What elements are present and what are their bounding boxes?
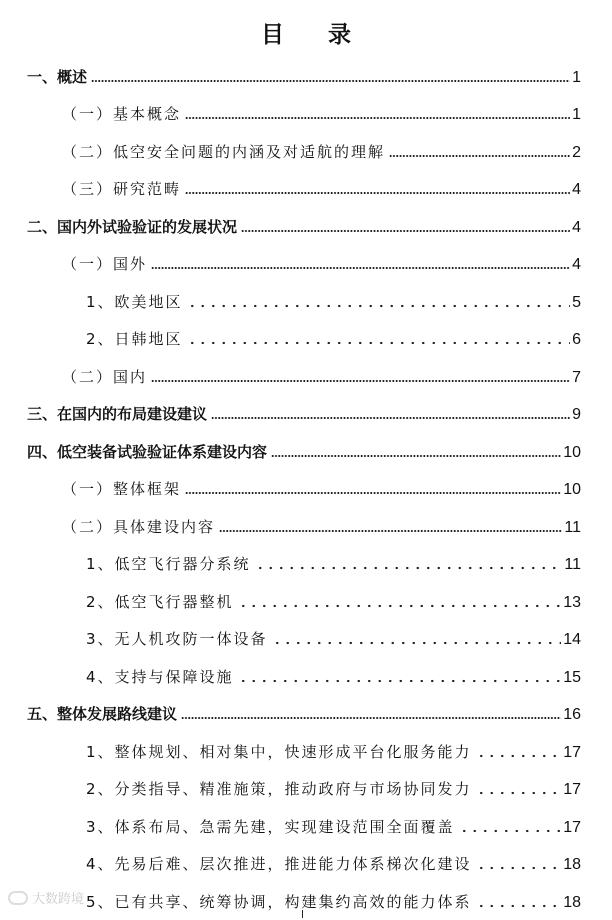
toc-title: 目 录 xyxy=(260,22,369,48)
watermark-logo-icon xyxy=(8,891,28,905)
toc-entry[interactable] xyxy=(0,207,612,245)
toc-entry-label: （二）低空安全问题的内涵及对适航的理解 xyxy=(62,142,386,161)
toc-entry-page: 11 xyxy=(564,556,581,573)
toc-entry-page: 4 xyxy=(572,218,581,236)
toc-entry[interactable] xyxy=(0,132,612,170)
toc-entry[interactable] xyxy=(0,507,612,545)
dot-leader xyxy=(238,679,562,683)
dot-leader xyxy=(476,791,562,795)
toc-entry-label: （二）国内 xyxy=(62,367,148,386)
dot-leader xyxy=(181,716,561,720)
toc-entry-page: 4 xyxy=(572,181,581,198)
dot-leader xyxy=(241,229,570,233)
toc-entry-page: 18 xyxy=(563,893,581,911)
toc-entry-label: 一、概述 xyxy=(27,67,88,86)
toc-entry-page: 16 xyxy=(563,706,581,723)
dot-leader xyxy=(211,416,570,420)
dot-leader xyxy=(255,566,563,570)
toc-entry-page: 10 xyxy=(563,443,581,461)
dot-leader xyxy=(187,304,571,308)
toc-entry-page: 14 xyxy=(563,631,581,648)
toc-entry-label: 四、低空装备试验验证体系建设内容 xyxy=(27,442,268,461)
dot-leader xyxy=(185,116,570,120)
toc-entry[interactable] xyxy=(0,95,612,133)
toc-entry[interactable] xyxy=(0,770,612,808)
toc-entry[interactable] xyxy=(0,845,612,883)
toc-entry-page: 7 xyxy=(572,368,581,386)
toc-entry-label: 4、支持与保障设施 xyxy=(86,667,234,686)
toc-entry-page: 4 xyxy=(572,256,581,273)
toc-entry-label: 2、低空飞行器整机 xyxy=(86,592,234,611)
dot-leader xyxy=(459,829,562,833)
toc-entry-label: （三）研究范畴 xyxy=(62,180,182,198)
toc-entry-label: （二）具体建设内容 xyxy=(62,517,216,536)
toc-entry-label: 二、国内外试验验证的发展状况 xyxy=(27,217,238,236)
toc-entry[interactable] xyxy=(0,357,612,395)
dot-leader xyxy=(476,754,562,758)
toc-entry-page: 18 xyxy=(563,856,581,873)
dot-leader xyxy=(185,491,561,495)
toc-entry[interactable] xyxy=(0,170,612,208)
toc-entry-page: 17 xyxy=(563,781,581,798)
dot-leader xyxy=(272,641,562,645)
dot-leader xyxy=(271,454,561,458)
dot-leader xyxy=(187,341,571,345)
watermark xyxy=(8,888,84,907)
dot-leader xyxy=(219,529,562,533)
toc-entry[interactable] xyxy=(0,657,612,695)
toc-entry-page: 2 xyxy=(572,143,581,161)
toc-entry-page: 9 xyxy=(572,406,581,423)
toc-entry-page: 5 xyxy=(572,293,581,311)
toc-entry-label: 1、欧美地区 xyxy=(86,292,183,311)
toc-entry-page: 1 xyxy=(572,68,581,86)
toc-entry-label: 4、先易后难、层次推进，推进能力体系梯次化建设 xyxy=(86,855,472,873)
table-of-contents xyxy=(0,57,612,920)
toc-entry-label: 三、在国内的布局建设建议 xyxy=(27,405,208,423)
toc-entry[interactable] xyxy=(0,582,612,620)
toc-entry[interactable] xyxy=(0,395,612,433)
toc-entry-label: 3、无人机攻防一体设备 xyxy=(86,630,268,648)
toc-entry[interactable] xyxy=(0,245,612,283)
dot-leader xyxy=(151,379,570,383)
dot-leader xyxy=(476,904,562,908)
toc-entry-label: （一）国外 xyxy=(62,255,148,273)
toc-entry-label: 五、整体发展路线建议 xyxy=(27,705,178,723)
toc-entry-label: （一）整体框架 xyxy=(62,480,182,498)
toc-entry[interactable] xyxy=(0,432,612,470)
toc-entry-page: 17 xyxy=(563,743,581,761)
toc-entry[interactable] xyxy=(0,807,612,845)
toc-entry-page: 11 xyxy=(564,518,581,536)
toc-entry[interactable] xyxy=(0,545,612,583)
watermark-text: 大数跨境 xyxy=(32,892,85,907)
toc-entry[interactable] xyxy=(0,882,612,920)
toc-entry-label: 1、整体规划、相对集中，快速形成平台化服务能力 xyxy=(86,742,472,761)
toc-entry-page: 15 xyxy=(563,668,581,686)
toc-entry[interactable] xyxy=(0,695,612,733)
dot-leader xyxy=(238,604,562,608)
toc-entry[interactable] xyxy=(0,732,612,770)
dot-leader xyxy=(476,866,562,870)
dot-leader xyxy=(389,154,570,158)
toc-entry-page: 13 xyxy=(563,593,581,611)
toc-entry[interactable] xyxy=(0,282,612,320)
toc-entry[interactable] xyxy=(0,470,612,508)
toc-entry-page: 10 xyxy=(563,481,581,498)
toc-entry-page: 6 xyxy=(572,331,581,348)
toc-entry-page: 1 xyxy=(572,106,581,123)
toc-entry-label: 2、分类指导、精准施策，推动政府与市场协同发力 xyxy=(86,780,472,798)
toc-entry-page: 17 xyxy=(563,818,581,836)
page-mark xyxy=(302,910,303,918)
dot-leader xyxy=(185,191,570,195)
toc-entry-label: 1、低空飞行器分系统 xyxy=(86,555,251,573)
toc-entry-label: 5、已有共享、统筹协调，构建集约高效的能力体系 xyxy=(86,892,472,911)
toc-entry-label: （一）基本概念 xyxy=(62,105,182,123)
toc-entry[interactable] xyxy=(0,320,612,358)
toc-entry-label: 3、体系布局、急需先建，实现建设范围全面覆盖 xyxy=(86,817,455,836)
dot-leader xyxy=(151,266,570,270)
toc-entry[interactable] xyxy=(0,57,612,95)
dot-leader xyxy=(91,79,570,83)
toc-entry-label: 2、日韩地区 xyxy=(86,330,183,348)
toc-entry[interactable] xyxy=(0,620,612,658)
